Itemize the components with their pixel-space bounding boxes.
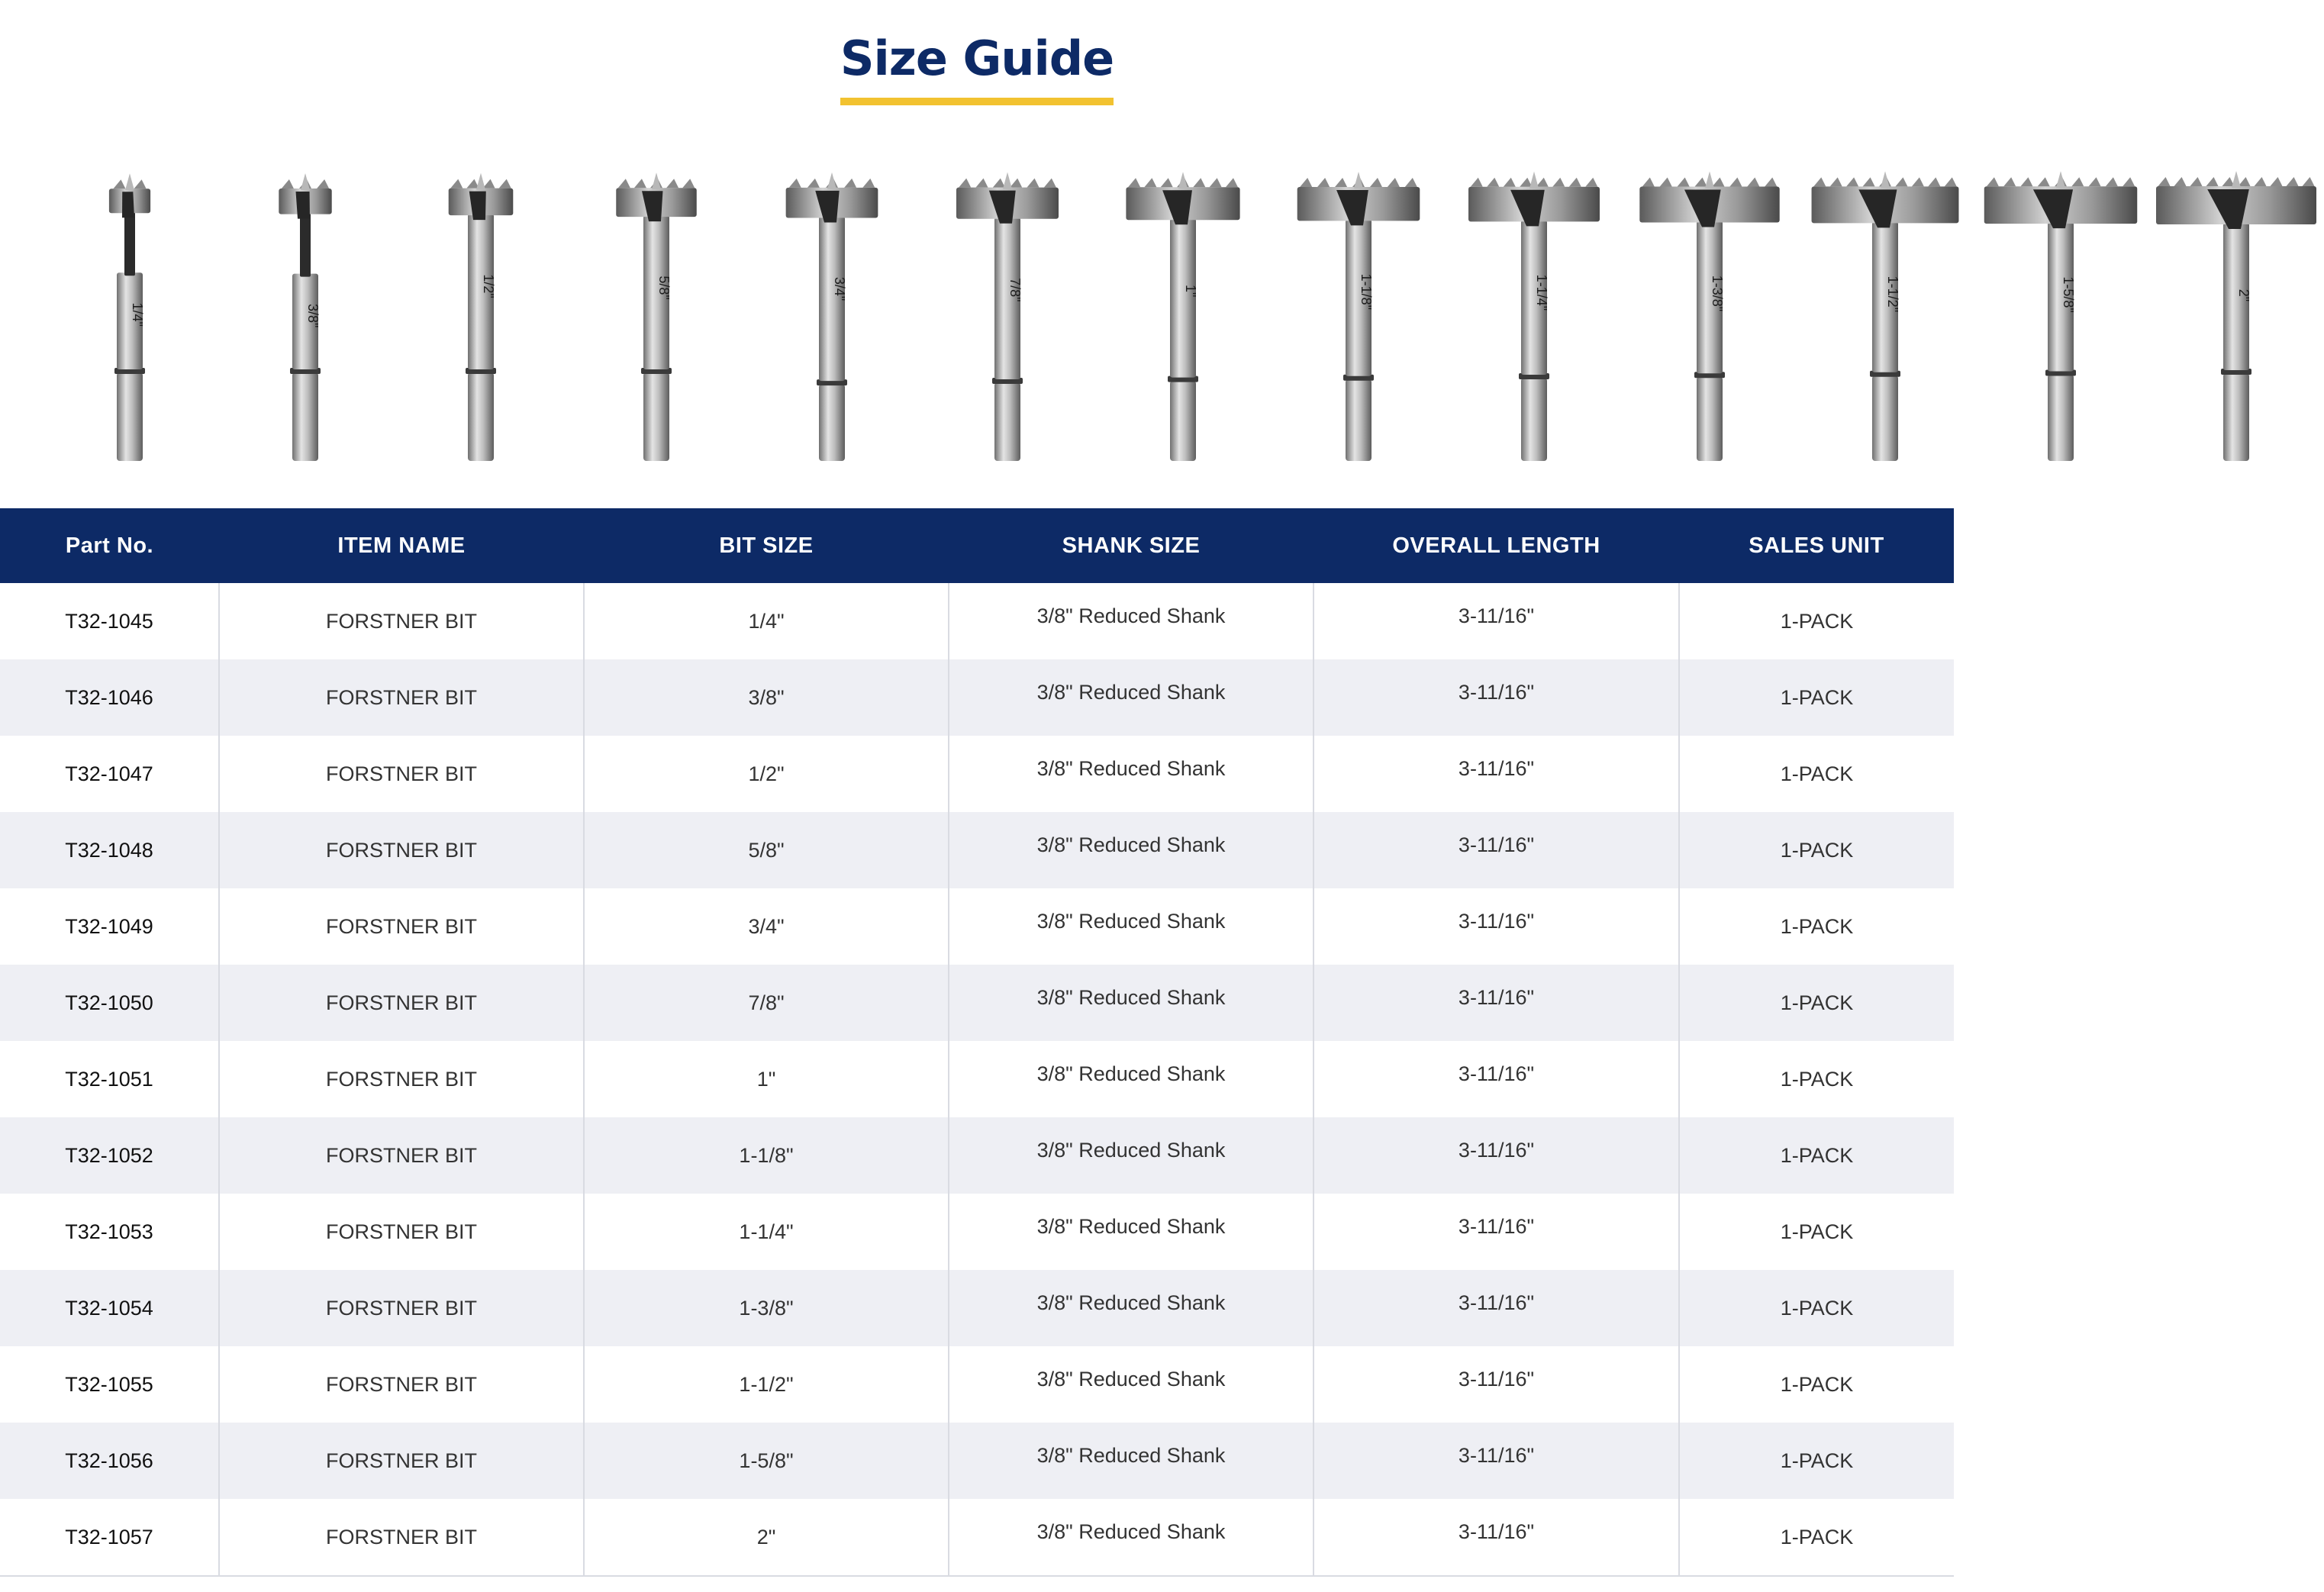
sales-unit-header: SALES UNIT	[1679, 508, 1954, 583]
bit-size-cell	[584, 965, 949, 1041]
overall-length-cell	[1313, 812, 1679, 888]
overall-length-text: 3-11/16"	[1458, 756, 1535, 780]
item-name-text: FORSTNER BIT	[325, 991, 477, 1014]
part-no-cell	[0, 1117, 219, 1194]
overall-length-text: 3-11/16"	[1458, 1367, 1535, 1391]
shank-size-header: SHANK SIZE	[949, 508, 1313, 583]
table-row	[0, 1270, 1954, 1346]
bit-size-cell	[584, 1423, 949, 1499]
part-no-cell	[0, 1499, 219, 1576]
bit-size-text: 1-5/8"	[739, 1449, 794, 1472]
sales-unit-text: 1-PACK	[1780, 838, 1854, 862]
sales-unit-cell	[1679, 965, 1954, 1041]
overall-length-cell	[1313, 736, 1679, 812]
part-no-text: T32-1050	[65, 991, 153, 1014]
bit-size-label: 1"	[1183, 285, 1198, 298]
bit-size-label: 2"	[2236, 288, 2251, 302]
bit-size-text: 2"	[756, 1525, 776, 1548]
shank-size-cell	[949, 1423, 1313, 1499]
table-row	[0, 736, 1954, 812]
overall-length-cell	[1313, 1270, 1679, 1346]
part-no-text: T32-1057	[65, 1525, 153, 1548]
shank-size-cell	[949, 1499, 1313, 1576]
shank-size-cell	[949, 1117, 1313, 1194]
forstner-bit-image	[1446, 169, 1622, 475]
shank-size-cell	[949, 888, 1313, 965]
overall-length-cell	[1313, 1423, 1679, 1499]
item-name-text: FORSTNER BIT	[325, 609, 477, 633]
page-title: Size Guide	[840, 29, 1114, 105]
part-no-text: T32-1055	[65, 1372, 153, 1396]
overall-length-text: 3-11/16"	[1458, 833, 1535, 856]
sales-unit-text: 1-PACK	[1780, 1372, 1854, 1396]
sales-unit-cell	[1679, 1423, 1954, 1499]
bit-size-label: 1-1/2"	[1885, 276, 1900, 313]
bit-size-cell	[584, 583, 949, 659]
sales-unit-text: 1-PACK	[1780, 685, 1854, 709]
shank-size-text: 3/8" Reduced Shank	[1036, 1062, 1226, 1085]
sales-unit-cell	[1679, 736, 1954, 812]
overall-length-cell	[1313, 1117, 1679, 1194]
shank-size-text: 3/8" Reduced Shank	[1036, 604, 1226, 627]
table-row	[0, 1423, 1954, 1499]
shank-size-text: 3/8" Reduced Shank	[1036, 909, 1226, 933]
item-name-cell	[219, 812, 584, 888]
sales-unit-cell	[1679, 888, 1954, 965]
item-name-text: FORSTNER BIT	[325, 1449, 477, 1472]
forstner-bit-image	[569, 169, 744, 475]
item-name-cell	[219, 1117, 584, 1194]
sales-unit-cell	[1679, 1499, 1954, 1576]
sales-unit-text: 1-PACK	[1780, 1525, 1854, 1548]
table-row	[0, 1346, 1954, 1423]
overall-length-cell	[1313, 1041, 1679, 1117]
shank-size-text: 3/8" Reduced Shank	[1036, 1519, 1226, 1543]
bit-size-text: 1-1/4"	[739, 1220, 794, 1243]
bit-size-label: 1-5/8"	[2061, 276, 2076, 313]
bit-size-label: 1/4"	[130, 302, 145, 327]
table-row	[0, 583, 1954, 659]
sales-unit-cell	[1679, 1270, 1954, 1346]
sales-unit-cell	[1679, 659, 1954, 736]
shank-size-cell	[949, 1270, 1313, 1346]
overall-length-text: 3-11/16"	[1458, 1519, 1535, 1543]
bit-size-text: 1-1/2"	[739, 1372, 794, 1396]
part-no-cell	[0, 1423, 219, 1499]
shank-size-cell	[949, 1346, 1313, 1423]
bit-size-cell	[584, 1499, 949, 1576]
item-name-cell	[219, 1041, 584, 1117]
table-body	[0, 583, 1954, 1576]
table-header	[0, 508, 1954, 583]
forstner-bit-image	[1973, 169, 2148, 475]
part-no-text: T32-1048	[65, 838, 153, 862]
sales-unit-text: 1-PACK	[1780, 1449, 1854, 1472]
shank-size-cell	[949, 583, 1313, 659]
sales-unit-text: 1-PACK	[1780, 1220, 1854, 1243]
shank-size-cell	[949, 736, 1313, 812]
title-block	[0, 29, 1954, 105]
item-name-text: FORSTNER BIT	[325, 685, 477, 709]
overall-length-cell	[1313, 888, 1679, 965]
sales-unit-cell	[1679, 1041, 1954, 1117]
part-no-cell	[0, 659, 219, 736]
bit-size-text: 3/8"	[748, 685, 785, 709]
bit-size-label: 3/8"	[305, 303, 321, 328]
table-row	[0, 888, 1954, 965]
overall-length-text: 3-11/16"	[1458, 1138, 1535, 1162]
item-name-text: FORSTNER BIT	[325, 1296, 477, 1320]
table-row	[0, 812, 1954, 888]
part-no-cell	[0, 1270, 219, 1346]
bit-size-cell	[584, 888, 949, 965]
bit-size-label: 1-1/8"	[1359, 273, 1374, 311]
item-name-cell	[219, 736, 584, 812]
shank-size-text: 3/8" Reduced Shank	[1036, 1214, 1226, 1238]
item-name-text: FORSTNER BIT	[325, 1372, 477, 1396]
bit-size-text: 1/4"	[748, 609, 785, 633]
shank-size-text: 3/8" Reduced Shank	[1036, 1138, 1226, 1162]
item-name-text: FORSTNER BIT	[325, 1220, 477, 1243]
part-no-text: T32-1049	[65, 914, 153, 938]
part-no-text: T32-1045	[65, 609, 153, 633]
overall-length-text: 3-11/16"	[1458, 1443, 1535, 1467]
part-no-header: Part No.	[0, 508, 219, 583]
bit-size-text: 1/2"	[748, 762, 785, 785]
bit-size-label: 5/8"	[656, 276, 672, 300]
bit-size-label: 7/8"	[1007, 278, 1023, 302]
shank-size-cell	[949, 1194, 1313, 1270]
shank-size-text: 3/8" Reduced Shank	[1036, 833, 1226, 856]
item-name-header: ITEM NAME	[219, 508, 584, 583]
overall-length-text: 3-11/16"	[1458, 604, 1535, 627]
part-no-text: T32-1047	[65, 762, 153, 785]
overall-length-cell	[1313, 1499, 1679, 1576]
bit-size-cell	[584, 1041, 949, 1117]
shank-size-cell	[949, 812, 1313, 888]
bit-size-text: 1-3/8"	[739, 1296, 794, 1320]
table-row	[0, 1194, 1954, 1270]
part-no-cell	[0, 965, 219, 1041]
part-no-cell	[0, 1194, 219, 1270]
bit-size-label: 1-3/8"	[1710, 275, 1725, 312]
overall-length-cell	[1313, 1194, 1679, 1270]
part-no-text: T32-1053	[65, 1220, 153, 1243]
shank-size-cell	[949, 659, 1313, 736]
item-name-cell	[219, 888, 584, 965]
bit-size-label: 1-1/4"	[1534, 274, 1549, 311]
bit-size-label: 1/2"	[481, 274, 496, 298]
shank-size-text: 3/8" Reduced Shank	[1036, 680, 1226, 704]
sales-unit-cell	[1679, 812, 1954, 888]
forstner-bit-image	[2148, 169, 2324, 475]
sales-unit-cell	[1679, 1117, 1954, 1194]
part-no-text: T32-1046	[65, 685, 153, 709]
table-row	[0, 659, 1954, 736]
forstner-bit-image	[218, 169, 393, 475]
shank-size-text: 3/8" Reduced Shank	[1036, 1367, 1226, 1391]
item-name-text: FORSTNER BIT	[325, 838, 477, 862]
table-row	[0, 1117, 1954, 1194]
overall-length-cell	[1313, 583, 1679, 659]
size-table	[0, 508, 1954, 1577]
shank-size-cell	[949, 965, 1313, 1041]
table-row	[0, 965, 1954, 1041]
bit-size-text: 1"	[756, 1067, 776, 1091]
bit-size-text: 3/4"	[748, 914, 785, 938]
bit-size-cell	[584, 1346, 949, 1423]
sales-unit-text: 1-PACK	[1780, 1067, 1854, 1091]
item-name-cell	[219, 965, 584, 1041]
overall-length-text: 3-11/16"	[1458, 1214, 1535, 1238]
part-no-cell	[0, 812, 219, 888]
forstner-bit-image	[1095, 169, 1271, 475]
item-name-cell	[219, 1346, 584, 1423]
forstner-bit-image	[920, 169, 1095, 475]
shank-size-text: 3/8" Reduced Shank	[1036, 1291, 1226, 1314]
part-no-cell	[0, 583, 219, 659]
item-name-cell	[219, 1423, 584, 1499]
shank-size-cell	[949, 1041, 1313, 1117]
part-no-cell	[0, 1346, 219, 1423]
table-row	[0, 1499, 1954, 1576]
sales-unit-text: 1-PACK	[1780, 914, 1854, 938]
bit-size-text: 7/8"	[748, 991, 785, 1014]
bit-size-cell	[584, 1194, 949, 1270]
bit-size-text: 1-1/8"	[739, 1143, 794, 1167]
overall-length-cell	[1313, 965, 1679, 1041]
forstner-bit-image	[42, 169, 218, 475]
overall-length-text: 3-11/16"	[1458, 1062, 1535, 1085]
part-no-text: T32-1056	[65, 1449, 153, 1472]
item-name-cell	[219, 1499, 584, 1576]
bit-size-cell	[584, 812, 949, 888]
overall-length-cell	[1313, 659, 1679, 736]
forstner-bit-image	[744, 169, 920, 475]
sales-unit-cell	[1679, 583, 1954, 659]
bit-size-text: 5/8"	[748, 838, 785, 862]
part-no-text: T32-1052	[65, 1143, 153, 1167]
part-no-text: T32-1054	[65, 1296, 153, 1320]
part-no-text: T32-1051	[65, 1067, 153, 1091]
sales-unit-text: 1-PACK	[1780, 991, 1854, 1014]
item-name-cell	[219, 659, 584, 736]
part-no-cell	[0, 736, 219, 812]
bit-size-header: BIT SIZE	[584, 508, 949, 583]
overall-length-text: 3-11/16"	[1458, 909, 1535, 933]
item-name-text: FORSTNER BIT	[325, 1143, 477, 1167]
sales-unit-text: 1-PACK	[1780, 1143, 1854, 1167]
bit-size-cell	[584, 736, 949, 812]
item-name-cell	[219, 1270, 584, 1346]
shank-size-text: 3/8" Reduced Shank	[1036, 1443, 1226, 1467]
forstner-bit-image	[1271, 169, 1446, 475]
item-name-text: FORSTNER BIT	[325, 914, 477, 938]
shank-size-text: 3/8" Reduced Shank	[1036, 756, 1226, 780]
overall-length-text: 3-11/16"	[1458, 680, 1535, 704]
shank-size-text: 3/8" Reduced Shank	[1036, 985, 1226, 1009]
bit-size-cell	[584, 1117, 949, 1194]
item-name-text: FORSTNER BIT	[325, 1525, 477, 1548]
sales-unit-cell	[1679, 1194, 1954, 1270]
forstner-bit-image	[393, 169, 569, 475]
overall-length-cell	[1313, 1346, 1679, 1423]
table-row	[0, 1041, 1954, 1117]
overall-length-text: 3-11/16"	[1458, 985, 1535, 1009]
sales-unit-cell	[1679, 1346, 1954, 1423]
part-no-cell	[0, 888, 219, 965]
forstner-bit-image	[1797, 169, 1973, 475]
item-name-text: FORSTNER BIT	[325, 1067, 477, 1091]
item-name-cell	[219, 583, 584, 659]
sales-unit-text: 1-PACK	[1780, 762, 1854, 785]
bit-size-cell	[584, 659, 949, 736]
bit-size-cell	[584, 1270, 949, 1346]
part-no-cell	[0, 1041, 219, 1117]
sales-unit-text: 1-PACK	[1780, 1296, 1854, 1320]
item-name-text: FORSTNER BIT	[325, 762, 477, 785]
header-row	[0, 508, 1954, 583]
bit-size-label: 3/4"	[832, 276, 847, 301]
overall-length-text: 3-11/16"	[1458, 1291, 1535, 1314]
item-name-cell	[219, 1194, 584, 1270]
bit-lineup	[42, 169, 2251, 475]
forstner-bit-image	[1622, 169, 1797, 475]
overall-length-header: OVERALL LENGTH	[1313, 508, 1679, 583]
sales-unit-text: 1-PACK	[1780, 609, 1854, 633]
